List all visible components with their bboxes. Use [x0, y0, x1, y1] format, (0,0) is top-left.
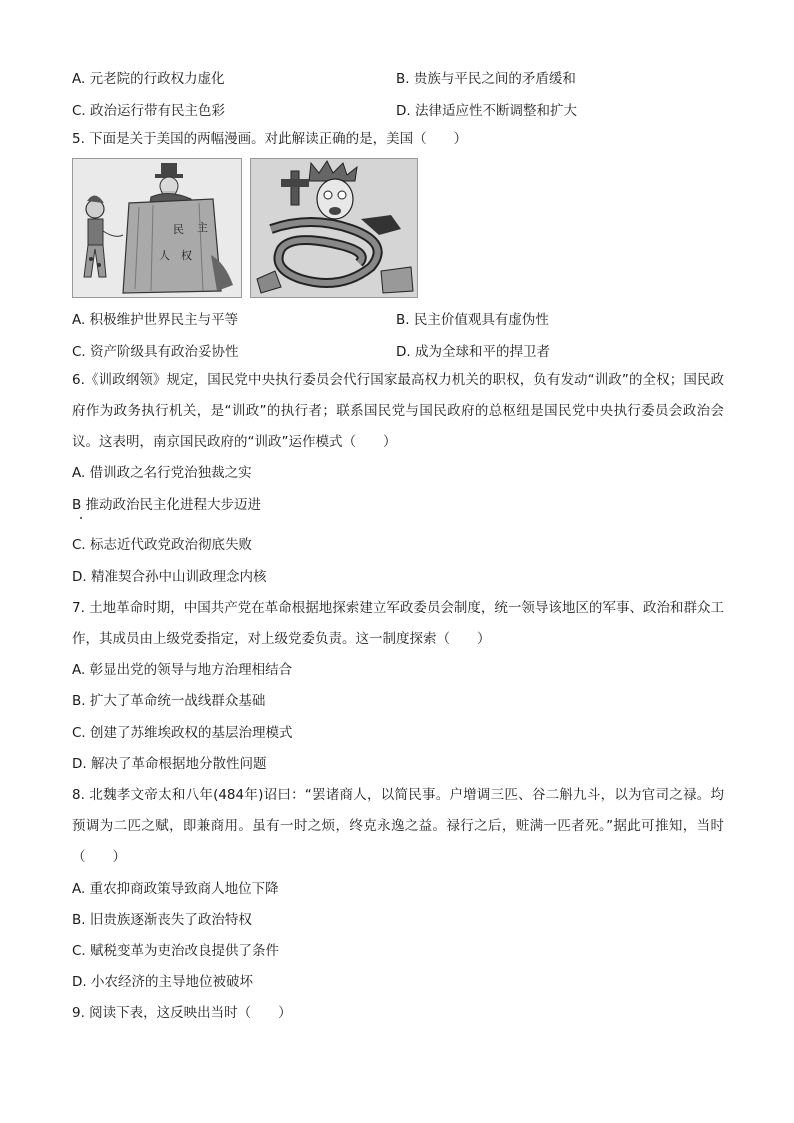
- q7-option-b[interactable]: B. 扩大了革命统一战线群众基础: [72, 693, 266, 709]
- q6-option-c[interactable]: C. 标志近代政党政治彻底失败: [72, 537, 253, 553]
- cartoon-text-ren: 人: [159, 249, 170, 262]
- cartoon-uncle-sam-image: [73, 159, 241, 297]
- q8-option-b[interactable]: B. 旧贵族逐渐丧失了政治特权: [72, 912, 252, 928]
- q5-options-row-2: [72, 340, 734, 358]
- cartoon-text-min: 民: [173, 223, 184, 236]
- q8-stem: 8. 北魏孝文帝太和八年(484年)诏曰：“罢诸商人，以简民事。户增调三匹、谷二斛九斗，以为官司之禄。均预调为二匹之赋，即兼商用。虽有一时之烦，终克永逸之益。禄行之后，赃满一匹者死。”据此可推知，当时（ ）: [72, 787, 724, 865]
- q7-stem: 7. 土地革命时期，中国共产党在革命根据地探索建立军政委员会制度，统一领导该地区的军事、政治和群众工作，其成员由上级党委指定，对上级党委负责。这一制度探索（ ）: [72, 600, 724, 647]
- q5-stem: 5. 下面是关于美国的两幅漫画。对此解读正确的是，美国（ ）: [72, 131, 468, 147]
- q6-option-b[interactable]: B 推动政治民主化进程大步迈进: [72, 497, 262, 513]
- cartoon-text-quan: 权: [181, 249, 192, 262]
- q7-option-d[interactable]: D. 解决了革命根据地分散性问题: [72, 756, 267, 772]
- q7-option-a[interactable]: A. 彰显出党的领导与地方治理相结合: [72, 662, 293, 678]
- q5-options-row-1: [72, 308, 734, 326]
- q5-option-b[interactable]: B. 民主价值观具有虚伪性: [396, 312, 549, 328]
- q7-option-c[interactable]: C. 创建了苏维埃政权的基层治理模式: [72, 725, 293, 741]
- q4-option-d[interactable]: D. 法律适应性不断调整和扩大: [396, 103, 577, 119]
- q4-option-c[interactable]: C. 政治运行带有民主色彩: [72, 103, 226, 119]
- q6-option-d[interactable]: D. 精准契合孙中山训政理念内核: [72, 569, 267, 585]
- cartoon-uncle-sam-curtain: [72, 158, 242, 298]
- q5-option-d[interactable]: D. 成为全球和平的捍卫者: [396, 344, 550, 360]
- cartoon-statue-of-liberty-snake: [250, 158, 418, 298]
- q6-option-a[interactable]: A. 借训政之名行党治独裁之实: [72, 465, 252, 481]
- q5-option-a[interactable]: A. 积极维护世界民主与平等: [72, 312, 239, 328]
- q8-option-d[interactable]: D. 小农经济的主导地位被破坏: [72, 974, 253, 990]
- q8-option-c[interactable]: C. 赋税变革为吏治改良提供了条件: [72, 943, 280, 959]
- cartoon-liberty-image: [251, 159, 417, 297]
- q4-option-a[interactable]: A. 元老院的行政权力虚化: [72, 71, 225, 87]
- q4-options-row-1: [72, 67, 734, 85]
- q6-stem: 6.《训政纲领》规定，国民党中央执行委员会代行国家最高权力机关的职权，负有发动“训政”的全权；国民政府作为政务执行机关，是“训政”的执行者；联系国民党与国民政府的总枢纽是国民党中央执行委员会政治会议。这表明，南京国民政府的“训政”运作模式（ ）: [72, 372, 724, 450]
- q9-stem: 9. 阅读下表，这反映出当时（ ）: [72, 1005, 292, 1021]
- scan-speck: [80, 517, 82, 519]
- q5-option-c[interactable]: C. 资产阶级具有政治妥协性: [72, 344, 239, 360]
- q4-options-row-2: [72, 99, 734, 117]
- q8-option-a[interactable]: A. 重农抑商政策导致商人地位下降: [72, 881, 279, 897]
- cartoon-text-zhu: 主: [197, 221, 208, 234]
- q4-option-b[interactable]: B. 贵族与平民之间的矛盾缓和: [396, 71, 576, 87]
